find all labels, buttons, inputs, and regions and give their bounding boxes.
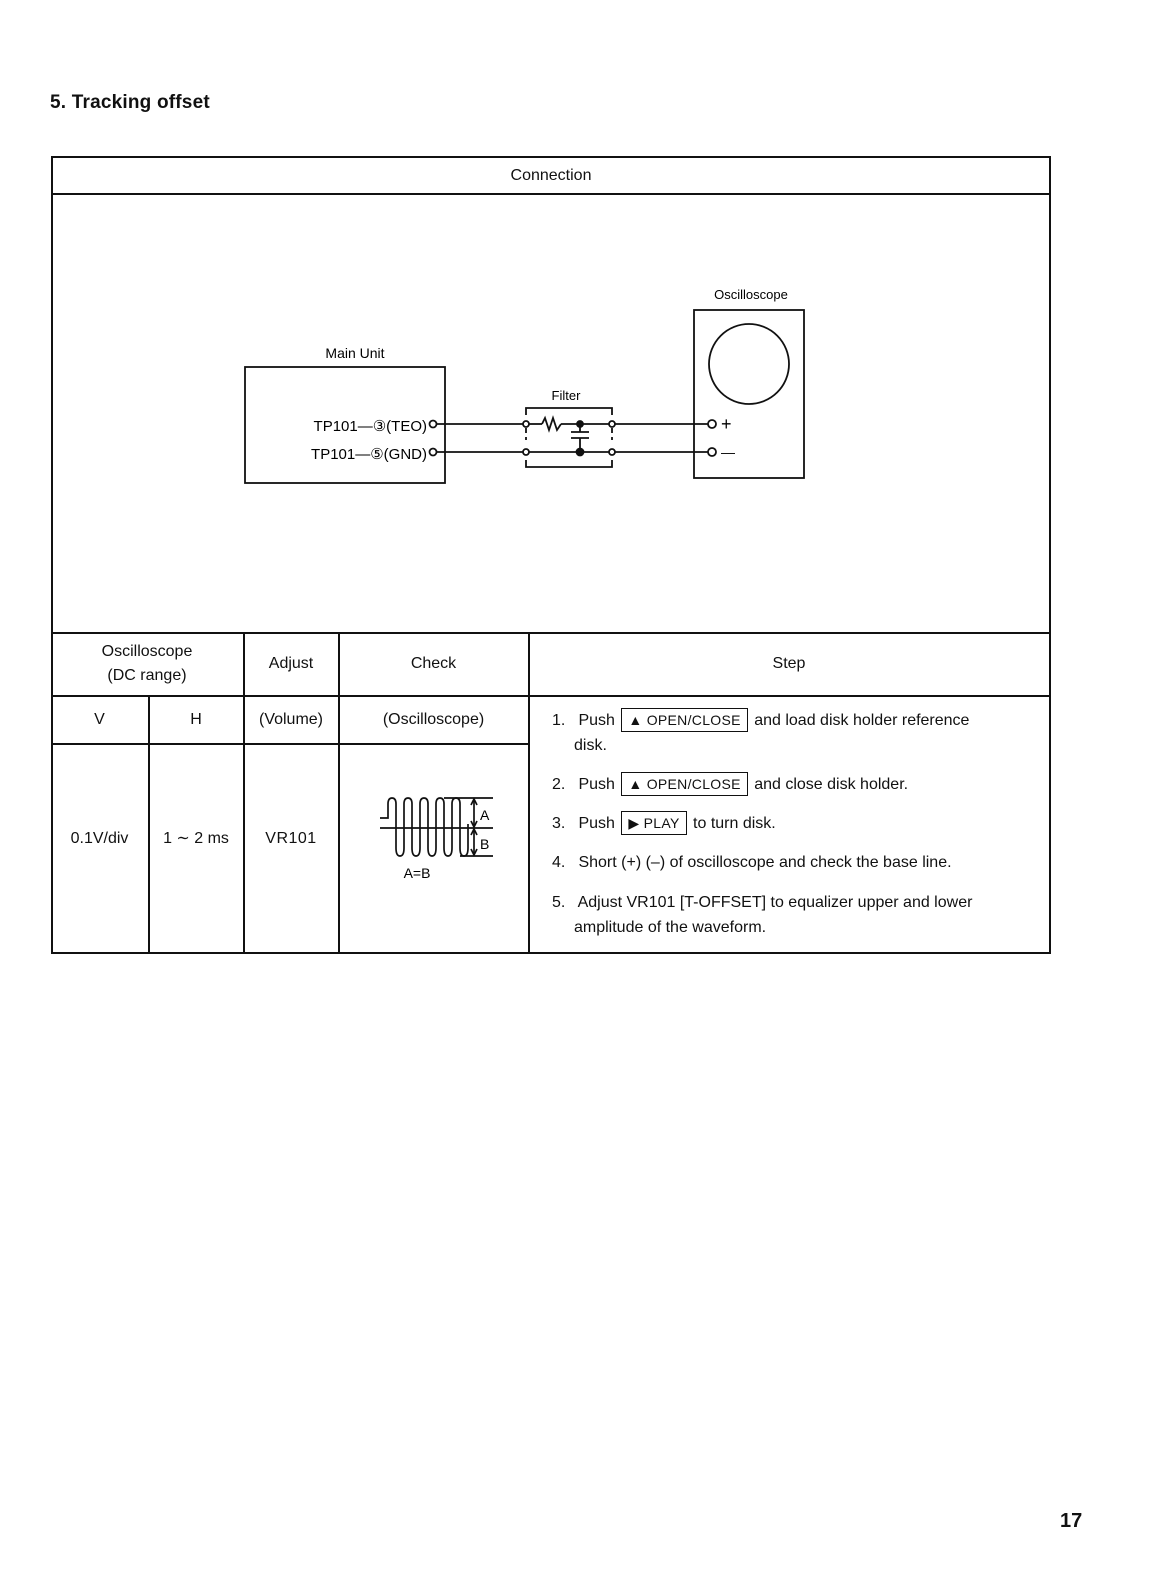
wave-caption: A=B: [403, 865, 431, 881]
tp-teo-label: TP101—③(TEO): [313, 418, 427, 435]
step-1-number: 1.: [552, 712, 566, 729]
step-1: [552, 708, 1037, 758]
wave-label-a: A: [480, 807, 490, 823]
minus-sign: —: [721, 444, 735, 460]
step-3: [552, 811, 1037, 836]
step-1-post: and load disk holder reference: [754, 712, 970, 729]
step-5-number: 5.: [552, 894, 566, 911]
filter-terminal: [609, 449, 615, 455]
header-oscilloscope: [51, 634, 243, 694]
oscilloscope-screen: [709, 324, 789, 404]
step-4-number: 4.: [552, 854, 566, 871]
header-adjust: Adjust: [268, 655, 314, 672]
subheader-oscilloscope: (Oscilloscope): [382, 711, 485, 728]
terminal-teo: [430, 421, 437, 428]
step-5-cont: amplitude of the waveform.: [574, 919, 767, 936]
wave-label-b: B: [480, 836, 490, 852]
step-1-pre: Push: [578, 712, 615, 729]
step-2-number: 2.: [552, 776, 566, 793]
main-unit-label: Main Unit: [325, 345, 385, 361]
subheader-v: V: [94, 711, 105, 728]
subheader-volume: (Volume): [258, 711, 324, 728]
open-close-key: ▲ OPEN/CLOSE: [621, 708, 747, 732]
step-4: [552, 850, 1037, 875]
filter-terminal: [523, 449, 529, 455]
scope-terminal-plus: [708, 420, 716, 428]
connection-diagram: [0, 0, 1173, 640]
filter-outline: [526, 408, 612, 467]
connection-header: Connection: [510, 167, 592, 184]
value-h: 1 ∼ 2 ms: [163, 830, 229, 847]
filter-terminal: [523, 421, 529, 427]
header-check: Check: [410, 655, 457, 672]
header-oscilloscope-line1: Oscilloscope: [101, 643, 193, 660]
step-2-pre: Push: [578, 776, 615, 793]
step-3-post: to turn disk.: [693, 815, 776, 832]
resistor: [542, 418, 561, 430]
step-1-cont: disk.: [574, 737, 607, 754]
page-number: 17: [1060, 1510, 1083, 1532]
step-4-text: Short (+) (–) of oscilloscope and check the base line.: [578, 854, 952, 871]
step-3-pre: Push: [578, 815, 615, 832]
scope-terminal-minus: [708, 448, 716, 456]
oscilloscope-label: Oscilloscope: [714, 287, 788, 302]
plus-sign: +: [721, 414, 732, 434]
value-v: 0.1V/div: [70, 830, 129, 847]
step-3-number: 3.: [552, 815, 566, 832]
step-2: [552, 772, 1037, 797]
waveform: [380, 798, 468, 856]
header-oscilloscope-line2: (DC range): [107, 667, 187, 684]
open-close-key: ▲ OPEN/CLOSE: [621, 772, 747, 796]
tp-gnd-label: TP101—⑤(GND): [311, 446, 427, 463]
value-adjust: VR101: [265, 830, 317, 847]
subheader-h: H: [190, 711, 202, 728]
play-key: ▶ PLAY: [621, 811, 686, 835]
filter-label: Filter: [551, 388, 581, 403]
header-step: Step: [772, 655, 806, 672]
section-title: 5. Tracking offset: [50, 92, 210, 113]
step-5-text: Adjust VR101 [T-OFFSET] to equalizer upper and lower: [577, 894, 973, 911]
terminal-gnd: [430, 449, 437, 456]
step-2-post: and close disk holder.: [754, 776, 909, 793]
filter-terminal: [609, 421, 615, 427]
step-5: [552, 890, 1037, 940]
waveform-diagram: [370, 790, 510, 890]
